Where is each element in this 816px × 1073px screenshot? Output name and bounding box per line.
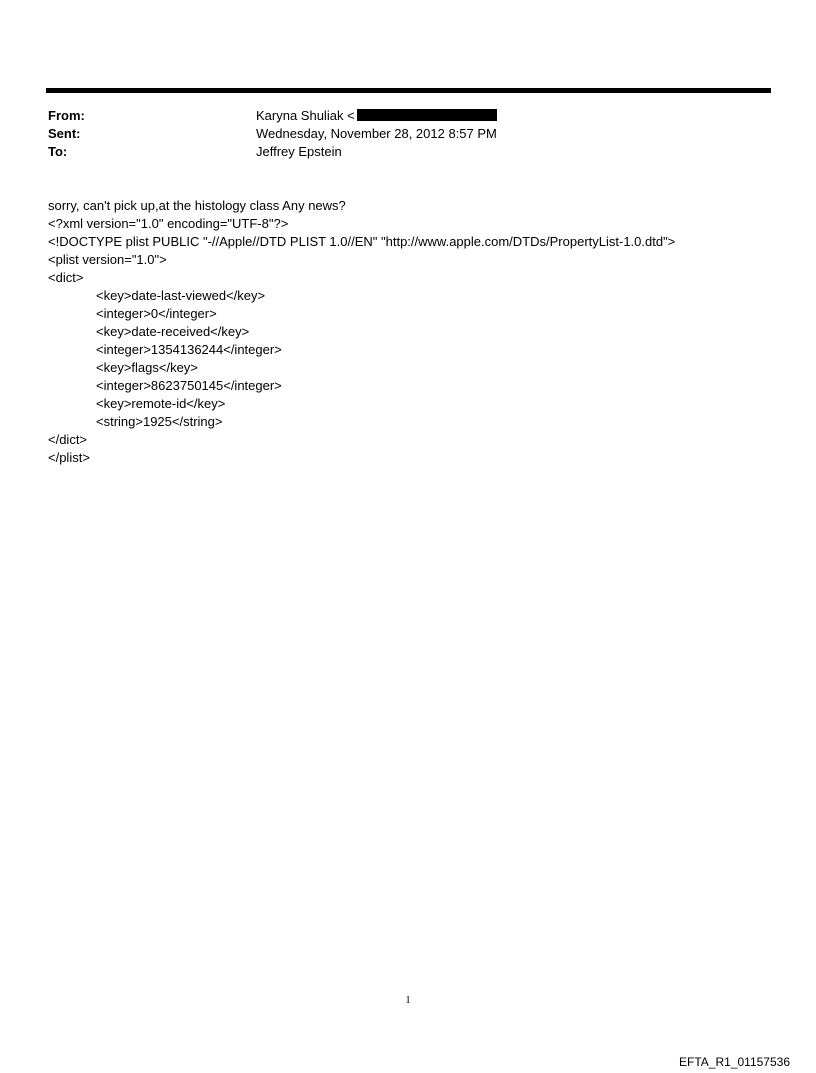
body-line: <integer>1354136244</integer> [96, 342, 282, 357]
body-line: <string>1925</string> [96, 414, 223, 429]
body-line: <key>flags</key> [96, 360, 198, 375]
to-label: To: [48, 144, 68, 159]
from-value [256, 107, 497, 125]
sent-value: Wednesday, November 28, 2012 8:57 PM [256, 126, 497, 141]
header-divider [46, 88, 771, 93]
body-line: <integer>8623750145</integer> [96, 378, 282, 393]
body-line: sorry, can't pick up,at the histology class Any news? [48, 198, 346, 213]
to-row [48, 143, 748, 161]
redaction-box [357, 109, 497, 121]
body-line: <integer>0</integer> [96, 306, 217, 321]
body-line: <!DOCTYPE plist PUBLIC "-//Apple//DTD PLIST 1.0//EN" "http://www.apple.com/DTDs/PropertyList-1.0.dtd"> [48, 234, 676, 249]
body-line: <dict> [48, 270, 84, 285]
body-line: <key>remote-id</key> [96, 396, 226, 411]
from-label: From: [48, 108, 85, 123]
page-number: 1 [405, 994, 411, 1006]
body-line: </dict> [48, 432, 88, 447]
document-id: EFTA_R1_01157536 [679, 1055, 790, 1069]
body-line: </plist> [48, 450, 90, 465]
body-line: <plist version="1.0"> [48, 252, 167, 267]
sent-row [48, 125, 748, 143]
sent-label: Sent: [48, 126, 81, 141]
body-line: <key>date-received</key> [96, 324, 250, 339]
from-name: Karyna Shuliak < [256, 108, 355, 123]
body-line: <key>date-last-viewed</key> [96, 288, 266, 303]
email-body [48, 197, 768, 467]
to-value: Jeffrey Epstein [256, 144, 342, 159]
body-line: <?xml version="1.0" encoding="UTF-8"?> [48, 216, 289, 231]
from-row [48, 107, 748, 125]
